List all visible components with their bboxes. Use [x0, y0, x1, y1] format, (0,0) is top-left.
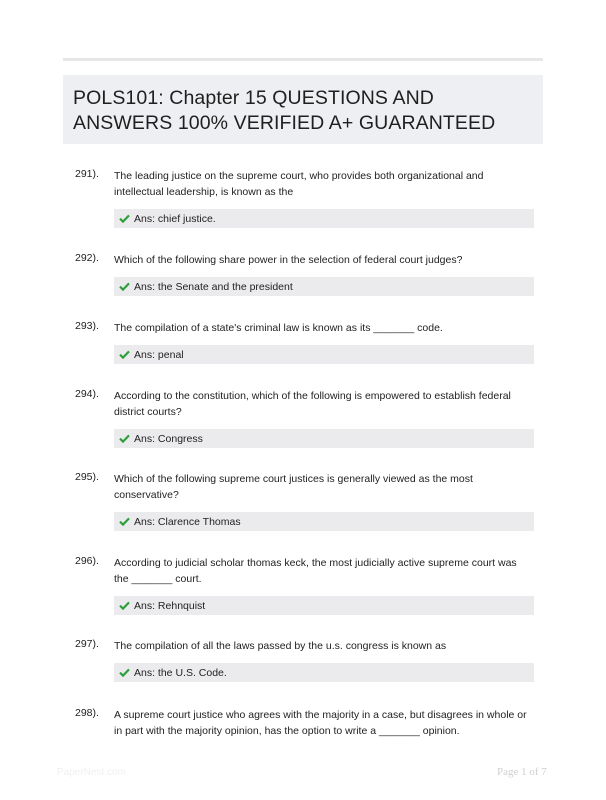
question-text: [114, 320, 538, 336]
question-number: 292).: [75, 252, 99, 264]
question-number: 298).: [75, 707, 99, 719]
question-number: 296).: [75, 555, 99, 567]
question-line: Which of the following share power in the selection of federal court judges?: [114, 254, 463, 266]
checkmark-icon: [119, 601, 130, 610]
question-line: conservative?: [114, 489, 179, 501]
title-line-2: ANSWERS 100% VERIFIED A+ GUARANTEED: [73, 112, 496, 134]
footer-watermark: PaperNest.com: [57, 767, 126, 778]
question-line: district courts?: [114, 406, 182, 418]
question-text: [114, 471, 538, 503]
question-line: in part with the majority opinion, has the option to write a _______ opinion.: [114, 725, 460, 737]
checkmark-icon: [119, 434, 130, 443]
answer-box: [114, 209, 534, 228]
answer-box: [114, 596, 534, 615]
question-line: A supreme court justice who agrees with the majority in a case, but disagrees in whole or: [114, 709, 527, 721]
answer-box: [114, 663, 534, 682]
question-line: the _______ court.: [114, 573, 202, 585]
top-divider: [63, 58, 543, 61]
checkmark-icon: [119, 350, 130, 359]
question-line: According to the constitution, which of the following is empowered to establish federal: [114, 390, 511, 402]
question-number: 293).: [75, 320, 99, 332]
answer-box: [114, 429, 534, 448]
question-line: intellectual leadership, is known as the: [114, 186, 294, 198]
checkmark-icon: [119, 517, 130, 526]
page-number: Page 1 of 7: [497, 766, 547, 778]
question-text: [114, 168, 538, 200]
question-line: According to judicial scholar thomas keck, the most judicially active supreme court was: [114, 557, 517, 569]
answer-text: Ans: chief justice.: [134, 212, 216, 225]
answer-box: [114, 277, 534, 296]
title-banner: [63, 75, 543, 144]
question-text: [114, 388, 538, 420]
question-text: [114, 638, 538, 654]
question-text: [114, 555, 538, 587]
question-text: [114, 252, 538, 268]
question-line: Which of the following supreme court justices is generally viewed as the most: [114, 473, 473, 485]
answer-text: Ans: the Senate and the president: [134, 280, 293, 293]
answer-text: Ans: the U.S. Code.: [134, 666, 227, 679]
question-text: [114, 707, 538, 739]
checkmark-icon: [119, 668, 130, 677]
answer-box: [114, 345, 534, 364]
answer-text: Ans: Rehnquist: [134, 599, 206, 612]
answer-box: [114, 512, 534, 531]
title-line-1: POLS101: Chapter 15 QUESTIONS AND: [73, 87, 434, 109]
answer-text: Ans: Clarence Thomas: [134, 515, 241, 528]
question-line: The leading justice on the supreme court, who provides both organizational and: [114, 170, 484, 182]
question-number: 297).: [75, 638, 99, 650]
question-line: The compilation of a state's criminal law is known as its _______ code.: [114, 322, 443, 334]
question-number: 294).: [75, 388, 99, 400]
question-number: 291).: [75, 168, 99, 180]
answer-text: Ans: penal: [134, 348, 184, 361]
page-title: [73, 86, 543, 136]
checkmark-icon: [119, 282, 130, 291]
question-line: The compilation of all the laws passed by the u.s. congress is known as: [114, 640, 447, 652]
question-number: 295).: [75, 471, 99, 483]
answer-text: Ans: Congress: [134, 432, 203, 445]
checkmark-icon: [119, 214, 130, 223]
